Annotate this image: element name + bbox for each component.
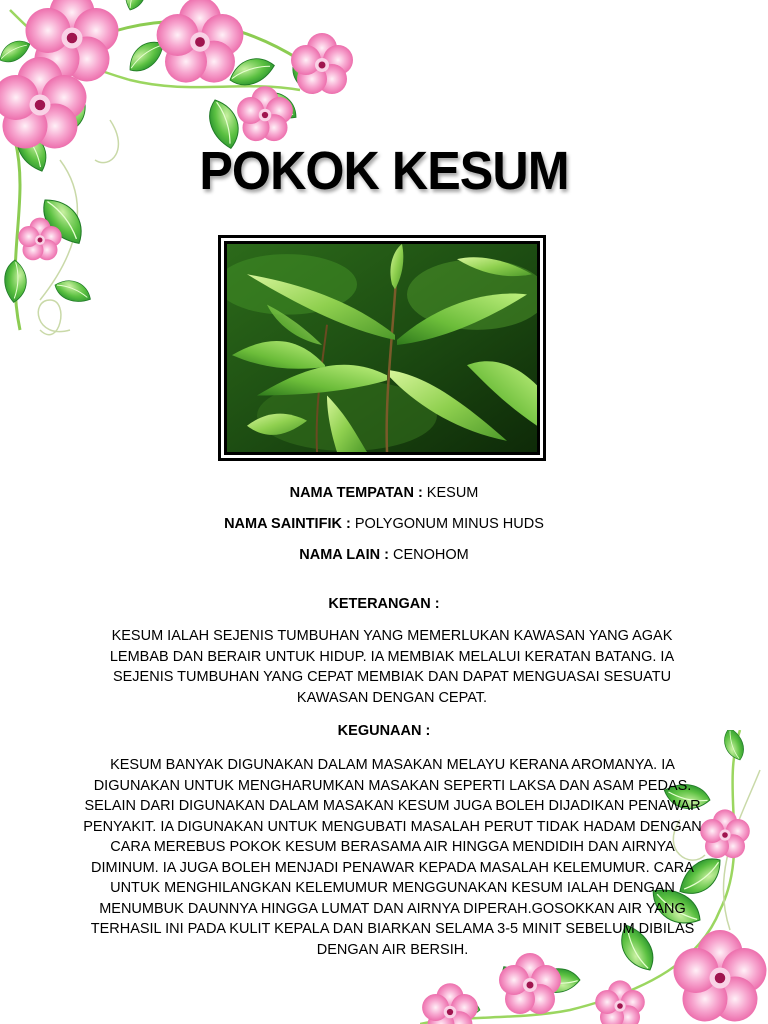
nama-saintifik-line: [0, 516, 768, 532]
nama-tempatan-line: [0, 485, 768, 501]
nama-tempatan-label: NAMA TEMPATAN :: [289, 485, 423, 501]
keterangan-heading: KETERANGAN :: [328, 596, 440, 612]
nama-saintifik-value: POLYGONUM MINUS HUDS: [350, 516, 544, 532]
page-title: POKOK KESUM: [199, 141, 569, 201]
nama-tempatan-value: KESUM: [422, 485, 479, 501]
nama-lain-line: [0, 547, 768, 563]
keterangan-paragraph: KESUM IALAH SEJENIS TUMBUHAN YANG MEMERLUKAN KAWASAN YANG AGAK LEMBAB DAN BERAIR UNTUK HIDUP. IA MEMBIAK MELALUI KERATAN BATANG. IA SEJENIS TUMBUHAN YANG CEPAT MEMBIAK DAN DAPAT MENGUASAI SESUATU KAWASAN DENGAN CEPAT.: [109, 628, 675, 706]
nama-lain-value: CENOHOM: [388, 547, 469, 563]
kegunaan-paragraph: KESUM BANYAK DIGUNAKAN DALAM MASAKAN MELAYU KERANA AROMANYA. IA DIGUNAKAN UNTUK MENGHARUMKAN MASAKAN SEPERTI LAKSA DAN ASAM PEDAS. SELAIN DARI DIGUNAKAN DALAM MASAKAN KESUM JUGA BOLEH DIJADIKAN PENAWAR PENYAKIT. IA DIGUNAKAN UNTUK MENGUBATI MASALAH PERUT TIDAK HADAM DENGAN CARA MEREBUS POKOK KESUM BERASAMA AIR HINGGA MENDIDIH DAN AIRNYA DIMINUM. IA JUGA BOLEH MENJADI PENAWAR KEPADA MASALAH KELEMUMUR. CARA UNTUK MENGHILANGKAN KELEMUMUR MENGGUNAKAN KESUM IALAH DENGAN MENUMBUK DAUNNYA HINGGA LUMAT DAN AIRNYA DIPERAH.GOSOKKAN AIR YANG TERHASIL INI PADA KULIT KEPALA DAN BIARKAN SELAMA 3-5 MINIT SEBELUM DIBILAS DENGAN AIR BERSIH.: [83, 757, 702, 958]
kesum-plant-photo: [227, 244, 537, 452]
kesum-plant-photo-frame: [218, 235, 546, 461]
kegunaan-heading: KEGUNAAN :: [337, 723, 431, 739]
nama-lain-label: NAMA LAIN :: [299, 547, 389, 563]
nama-saintifik-label: NAMA SAINTIFIK :: [224, 516, 351, 532]
